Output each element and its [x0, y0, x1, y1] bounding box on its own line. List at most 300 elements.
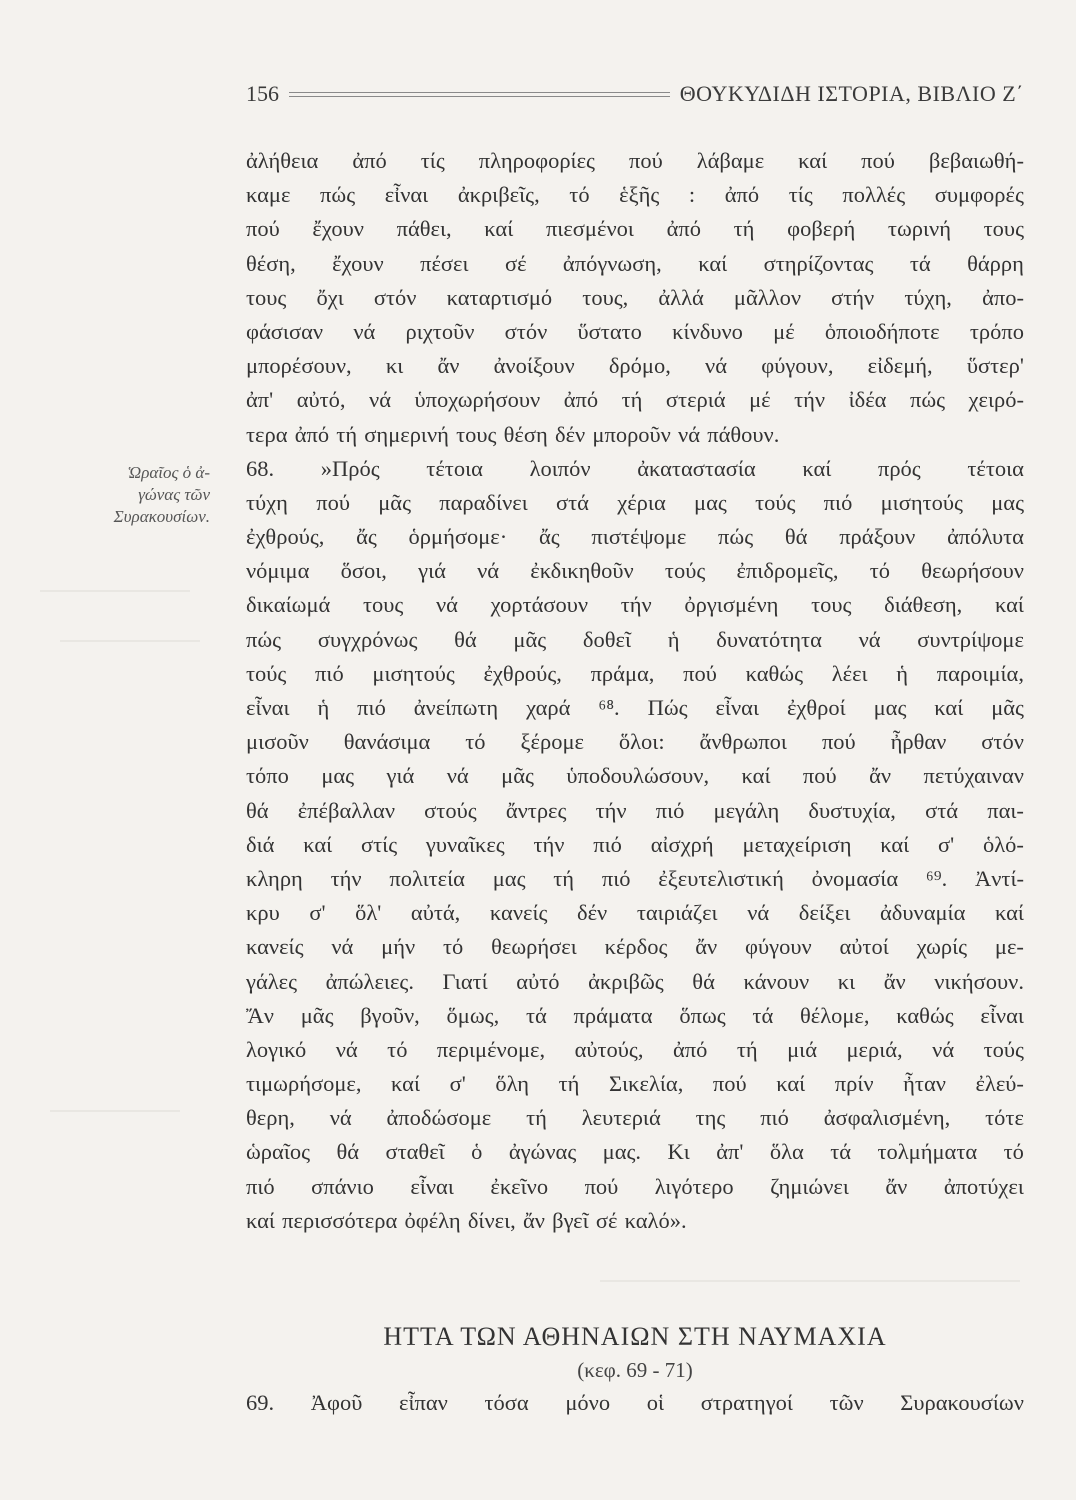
word: τήν [330, 865, 362, 891]
body-line [246, 418, 1024, 452]
word: πού [802, 763, 837, 789]
word: τότε [985, 1105, 1024, 1131]
word: τιμωρήσομε, [246, 1071, 362, 1097]
word: θά [336, 1139, 360, 1165]
word: περιμένομε, [436, 1036, 546, 1062]
word: νά [335, 1036, 358, 1062]
word: βεβαιωθή- [928, 148, 1024, 173]
word: κι [385, 353, 404, 379]
word: μεριά, [846, 1036, 903, 1062]
word: πώς [246, 626, 282, 652]
word: ἡ [317, 695, 330, 720]
word: λέει [831, 660, 868, 686]
word: καί [776, 1071, 806, 1097]
word: τόσα [484, 1390, 529, 1415]
word: γυναῖκες [425, 831, 505, 857]
running-header [246, 76, 1024, 112]
margin-note-line: Ὡραῖος ὁ ἀ- [127, 463, 210, 482]
word: καί [741, 763, 771, 789]
word: τους [246, 284, 287, 310]
word: χωρίς [916, 934, 968, 960]
word: τό [569, 182, 590, 208]
word: 68. [246, 455, 275, 481]
word: πετύχαιναν [923, 763, 1024, 789]
word: κανείς [489, 900, 548, 926]
word: μέ [773, 318, 795, 344]
body-line [246, 144, 1024, 178]
word: ἐκεῖνο [490, 1173, 549, 1199]
word: πράματα [573, 1002, 653, 1028]
word: σταθεῖ [385, 1139, 445, 1165]
word: ἀλλά [658, 284, 704, 310]
word: μήν [381, 934, 416, 960]
word: νά [747, 900, 770, 926]
word: τά [525, 1002, 547, 1028]
word: μποροῦν [592, 421, 671, 447]
body-line [246, 247, 1024, 281]
word: σ' [309, 900, 326, 926]
word: καμε [246, 182, 291, 208]
body-line [246, 178, 1024, 212]
word: πολιτεία [389, 865, 465, 891]
section-subtitle: (κεφ. 69 - 71) [577, 1358, 693, 1382]
word: ὅμως, [446, 1002, 500, 1028]
word: αὐτό [516, 968, 560, 994]
body-line [246, 691, 1024, 725]
word: μπορέσουν, [246, 353, 352, 379]
word: ἄν [869, 763, 892, 789]
word: θεωρήσουν [921, 558, 1024, 584]
word: »Πρός [320, 455, 380, 481]
word: ὅπως [679, 1002, 726, 1028]
word: δυνατότητα [716, 626, 822, 652]
word: ἀκαταστασία [637, 455, 756, 481]
word: πράξουν [839, 524, 916, 550]
word: ὀφέλη [404, 1207, 461, 1233]
word: μισητούς [880, 489, 963, 515]
word: νά [477, 558, 500, 584]
word: καί [798, 148, 828, 173]
word: καθώς [896, 1002, 954, 1028]
word: τους, [582, 284, 629, 310]
word: ἀπο- [982, 284, 1024, 310]
word: τό [465, 729, 486, 755]
word: μᾶς [300, 1002, 334, 1028]
word: ἐπιδρομεῖς, [736, 558, 839, 584]
word: τή [621, 387, 643, 413]
word: παραδίνει [439, 489, 528, 515]
word: της [695, 1105, 726, 1131]
word: θά [692, 968, 715, 994]
word: θά [454, 626, 477, 652]
word: δείξει [798, 900, 851, 926]
word: ὅλη [495, 1071, 530, 1097]
word: εἶναι [384, 182, 429, 208]
word: σημερινή [364, 421, 449, 447]
word: πιό [601, 865, 631, 891]
word: ἀνοίξουν [493, 353, 575, 379]
word: καί [303, 831, 333, 857]
word: τίς [420, 148, 445, 173]
body-line [246, 1135, 1024, 1169]
word: καθώς [745, 660, 804, 686]
word: ἀγώνας [508, 1139, 577, 1165]
word: σ' [938, 831, 955, 857]
word: ⁶⁹. [925, 865, 948, 891]
word: τή [553, 865, 575, 891]
word: Γιατί [442, 968, 488, 994]
word: ἀπό [352, 148, 387, 173]
word: τά [752, 1002, 774, 1028]
word: παροιμία, [936, 660, 1024, 686]
word: λιγότερο [654, 1173, 734, 1199]
word: γιά [386, 763, 415, 789]
final-line [246, 1386, 1024, 1420]
word: ὀργισμένη [684, 592, 779, 618]
margin-note [60, 462, 210, 528]
word: στόν [504, 318, 548, 344]
word: ὁρμήσομε· [408, 524, 508, 550]
body-line [246, 281, 1024, 315]
word: ξέρομε [520, 729, 584, 755]
word: φύγουν, [761, 353, 834, 379]
word: ἄν [885, 1173, 908, 1199]
body-line [246, 520, 1024, 554]
word: ἐχθροί [786, 695, 846, 720]
word: κάνουν [743, 968, 810, 994]
word: καί [391, 1071, 421, 1097]
word: χειρό- [968, 387, 1024, 413]
word: πάθει, [396, 216, 452, 242]
word: τερα [246, 421, 288, 447]
word: πρίν [834, 1071, 874, 1097]
word: θέση [503, 421, 548, 447]
body-line [246, 1067, 1024, 1101]
word: νικήσουν. [934, 968, 1024, 994]
word: ὁ [471, 1139, 483, 1165]
word: ἀπό [724, 182, 760, 208]
word: ὁλό- [982, 831, 1024, 857]
word: ἀπόγνωση, [562, 250, 662, 276]
word: μᾶς [513, 626, 547, 652]
word: μας [991, 489, 1024, 515]
word: πού [628, 148, 663, 173]
word: αἰσχρή [650, 831, 714, 857]
word: ὅλοι: [618, 729, 665, 755]
word: θά [784, 524, 808, 550]
word: μᾶς [501, 763, 534, 789]
word: τύχη [246, 489, 288, 515]
word: αὐτά, [410, 900, 461, 926]
word: πιό [315, 660, 344, 686]
body-line [246, 930, 1024, 964]
word: πράμα, [590, 660, 655, 686]
body-line [246, 725, 1024, 759]
word: καί [698, 250, 728, 276]
word: μας [321, 763, 355, 789]
word: πληροφορίες [478, 148, 595, 173]
word: ἀπό [672, 1036, 708, 1062]
word: ἡ [896, 660, 909, 686]
word: ἀλήθεια [246, 148, 319, 173]
word: πιεσμένοι [545, 216, 634, 242]
word: τή [736, 1036, 758, 1062]
body-line [246, 862, 1024, 896]
word: μας [873, 695, 907, 720]
word: τίς [788, 182, 813, 208]
word: στρατηγοί [700, 1390, 793, 1415]
word: μας [694, 489, 727, 515]
word: θέλομε, [799, 1002, 870, 1028]
word: στόν [373, 284, 417, 310]
word: ἀπό [666, 216, 701, 242]
word: κέρδος [604, 934, 668, 960]
word: κίνδυνο [672, 318, 743, 344]
word: Πώς [647, 695, 688, 720]
word: ⁶⁸. [598, 695, 620, 720]
word: ὑποχωρήσουν [414, 387, 541, 413]
word: τήν [533, 831, 565, 857]
word: λάβαμε [696, 148, 765, 173]
word: τούς [246, 660, 287, 686]
word: ἀπό [563, 387, 599, 413]
word: φύγουν [745, 934, 812, 960]
word: στίς [361, 831, 398, 857]
word: σέ [595, 1207, 618, 1233]
word: ἄς [356, 524, 377, 550]
word: δοθεῖ [582, 626, 632, 652]
word: δυστυχία, [808, 797, 896, 823]
word: ὅσοι, [340, 558, 387, 584]
word: ἦταν [903, 1071, 946, 1097]
word: ἐξευτελιστική [658, 865, 784, 891]
word: στήν [831, 284, 875, 310]
word: χορτάσουν [490, 592, 589, 618]
word: τούς [664, 558, 706, 584]
word: τό [442, 934, 464, 960]
word: μιά [787, 1036, 817, 1062]
word: θά [246, 797, 269, 823]
word: πού [861, 148, 895, 173]
word: τούς [983, 1036, 1024, 1062]
body-line [246, 759, 1024, 793]
word: τό [387, 1036, 408, 1062]
word: εἶναι [410, 1173, 454, 1199]
word: καί [995, 900, 1024, 926]
word: τρόπο [969, 318, 1024, 344]
header-rule [289, 92, 670, 97]
word: φοβερή [787, 216, 856, 242]
word: μᾶς [378, 489, 411, 515]
word: Σικελία, [609, 1071, 684, 1097]
word: ἄνθρωποι [699, 729, 787, 755]
word: ὄχι [316, 284, 344, 310]
body-line [246, 896, 1024, 930]
word: ἀσφαλισμένη, [823, 1105, 951, 1131]
word: συντρίψομε [917, 626, 1024, 652]
word: εἶναι [715, 695, 760, 720]
word: τούς [755, 489, 796, 515]
word: πιό [357, 695, 386, 720]
word: ἄς [538, 524, 560, 550]
word: ἀπόλυτα [947, 524, 1024, 550]
word: θέση, [246, 250, 296, 276]
word: λογικό [246, 1036, 307, 1062]
word: καταρτισμό [446, 284, 553, 310]
word: λευτεριά [581, 1105, 661, 1131]
word: φάσισαν [246, 318, 324, 344]
word: Ἄν [246, 1002, 274, 1028]
word: ὁποιοδήποτε [824, 318, 940, 344]
word: οἱ [646, 1390, 665, 1415]
word: σ' [449, 1071, 466, 1097]
word: ὕστατο [577, 318, 642, 344]
word: πού [584, 1173, 619, 1199]
word: νά [353, 318, 376, 344]
word: κληρη [246, 865, 303, 891]
word: ἀκριβεῖς, [457, 182, 540, 208]
word: πού [246, 216, 280, 242]
word: τήν [794, 387, 826, 413]
word: καί [880, 831, 910, 857]
word: καί [484, 216, 514, 242]
word: τους [456, 421, 497, 447]
word: μέ [749, 387, 771, 413]
word: νά [446, 763, 469, 789]
body-line [246, 349, 1024, 383]
word: βγεῖ [552, 1207, 589, 1233]
word: πρός [877, 455, 921, 481]
word: νά [705, 353, 728, 379]
word: ἐλεύ- [975, 1071, 1024, 1097]
word: αὐτούς, [574, 1036, 644, 1062]
word: πιό [655, 797, 685, 823]
word: τό [1003, 1139, 1024, 1165]
word: θερη, [246, 1105, 295, 1131]
word: τους [811, 592, 852, 618]
word: μισοῦν [246, 729, 309, 755]
word: δρόμο, [608, 353, 671, 379]
body-line [246, 828, 1024, 862]
word: ἰδέα [848, 387, 887, 413]
word: νά [678, 421, 701, 447]
word: ἄν [883, 968, 906, 994]
word: εἶπαν [399, 1390, 448, 1415]
word: πού [821, 729, 856, 755]
word: πιστέψομε [591, 524, 687, 550]
word: γιά [418, 558, 446, 584]
word: ριχτοῦν [405, 318, 475, 344]
word: τολμήματα [877, 1139, 978, 1165]
word: περισσότερα [282, 1207, 398, 1233]
word: 69. [246, 1390, 275, 1415]
word: ἐχθρούς, [246, 524, 325, 550]
word: νά [369, 387, 391, 413]
word: πιό [760, 1105, 789, 1131]
word: ἀπ' [716, 1139, 744, 1165]
body-line [246, 588, 1024, 622]
word: διάθεση, [884, 592, 963, 618]
word: τύχη, [904, 284, 952, 310]
word: ὡραῖος [246, 1139, 311, 1165]
word: ἄν [437, 353, 460, 379]
word: στά [556, 489, 589, 515]
body-line [246, 486, 1024, 520]
body-line [246, 999, 1024, 1033]
word: πώς [909, 387, 946, 413]
word: εἶναι [980, 1002, 1024, 1028]
word: χαρά [526, 695, 571, 720]
word: εἶναι [246, 695, 290, 720]
word: τά [830, 1139, 852, 1165]
word: ἀπό [294, 421, 330, 447]
word: ἀποτύχει [943, 1173, 1024, 1199]
word: εἰδεμή, [867, 353, 933, 379]
word: καί [934, 695, 964, 720]
word: δέν [577, 900, 608, 926]
word: πολλές [842, 182, 906, 208]
word: Κι [667, 1139, 690, 1165]
word: πού [712, 1071, 747, 1097]
word: ἄντρες [505, 797, 567, 823]
word: τέτοια [426, 455, 483, 481]
word: τά [909, 250, 931, 276]
word: : [688, 182, 696, 208]
word: θανάσιμα [343, 729, 431, 755]
word: τωρινή [887, 216, 951, 242]
word: μας. [602, 1139, 642, 1165]
word: στούς [424, 797, 477, 823]
word: τό [869, 558, 890, 584]
word: στεριά [665, 387, 726, 413]
word: κι [837, 968, 856, 994]
word: αὐτοί [839, 934, 889, 960]
section-title: ΗΤΤΑ ΤΩΝ ΑΘΗΝΑΙΩΝ ΣΤΗ ΝΑΥΜΑΧΙΑ [383, 1322, 887, 1351]
word: πιό [823, 489, 853, 515]
word: ἀδυναμία [880, 900, 966, 926]
word: ἐπέβαλλαν [297, 797, 396, 823]
page-number: 156 [246, 81, 279, 106]
word: σπάνιο [311, 1173, 374, 1199]
word: ὅλα [769, 1139, 804, 1165]
word: λοιπόν [529, 455, 591, 481]
word: Συρακουσίων [900, 1390, 1024, 1415]
word: στόν [981, 729, 1024, 755]
word: μᾶς [991, 695, 1024, 720]
word: συγχρόνως [317, 626, 418, 652]
body-line [246, 1033, 1024, 1067]
word: καί [994, 592, 1024, 618]
body-line [246, 794, 1024, 828]
word: θάρρη [967, 250, 1024, 276]
word: τή [733, 216, 755, 242]
word: ἡ [667, 626, 680, 652]
word: ὑποδουλώσουν, [566, 763, 710, 789]
word: τέτοια [967, 455, 1024, 481]
word: ἀπώλειες. [325, 968, 414, 994]
word: στά [925, 797, 959, 823]
running-title: ΘΟΥΚΥΔΙΔΗ ΙΣΤΟΡΙΑ, ΒΙΒΛΙΟ Ζ΄ [679, 81, 1024, 106]
word: θεωρήσει [491, 934, 577, 960]
word: νά [932, 1036, 955, 1062]
word: σέ [504, 250, 527, 276]
body-line [246, 315, 1024, 349]
word: παι- [987, 797, 1024, 823]
word: μεταχείριση [742, 831, 852, 857]
word: μόνο [565, 1390, 611, 1415]
word: ἔχουν [312, 216, 364, 242]
body-line [246, 623, 1024, 657]
